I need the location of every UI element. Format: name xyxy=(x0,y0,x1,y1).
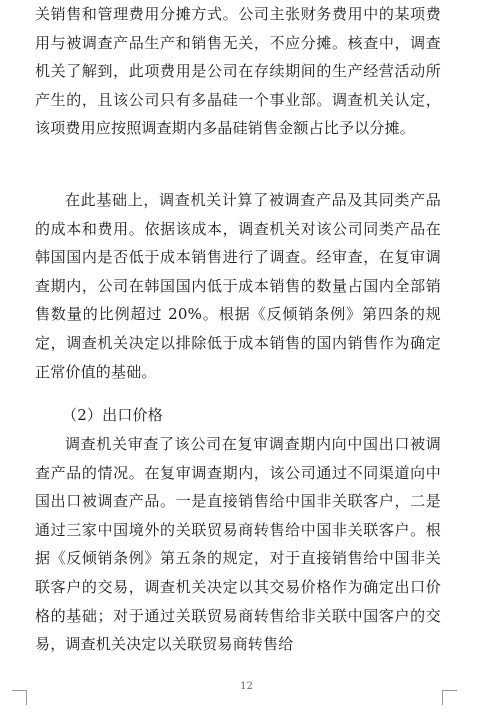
section-heading-export-price: （2）出口价格 xyxy=(62,406,163,424)
crop-mark-bottom-right xyxy=(442,690,457,705)
page-number: 12 xyxy=(240,681,253,692)
paragraph-cost-allocation: 关销售和管理费用分摊方式。公司主张财务费用中的某项费用与被调查产品生产和销售无关，不应分摊。核查中，调查机关了解到，此项费用是公司在存续期间的生产经营活动所产生的，且该公司只有多晶硅一个事业部。调查机关认定，该项费用应按照调查期内多晶硅销售金额占比予以分摊。 xyxy=(35,5,441,138)
crop-mark-bottom-left xyxy=(12,690,27,705)
paragraph-export-price: 调查机关审查了该公司在复审调查期内向中国出口被调查产品的情况。在复审调查期内，该公司通过不同渠道向中国出口被调查产品。一是直接销售给中国非关联客户，二是通过三家中国境外的关联贸易商转售给中国非关联客户。根据《反倾销条例》第五条的规定，对于直接销售给中国非关联客户的交易，调查机关决定以其交易价格作为确定出口价格的基础；对于通过关联贸易商转售给非关联中国客户的交易，调查机关决定以关联贸易商转售给 xyxy=(35,435,441,654)
paragraph-normal-value: 在此基础上，调查机关计算了被调查产品及其同类产品的成本和费用。依据该成本，调查机关对该公司同类产品在韩国国内是否低于成本销售进行了调查。经审查，在复审调查期内，公司在韩国国内低于成本销售的数量占国内全部销售数量的比例超过 20%。根据《反倾销条例》第四条的规定，调查机关决定以排除低于成本销售的国内销售作为确定正常价值的基础。 xyxy=(35,191,441,381)
